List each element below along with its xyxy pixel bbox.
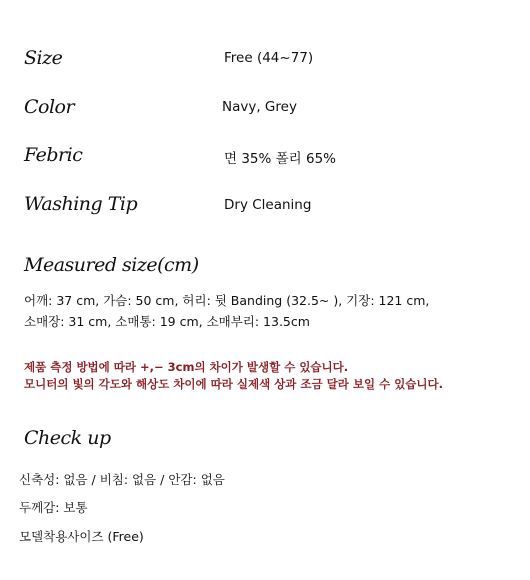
fabric-label: Febric	[24, 144, 83, 166]
measured-size-heading: Measured size(cm)	[24, 254, 199, 276]
measured-size-line-1: 어깨: 37 cm, 가슴: 50 cm, 허리: 뒷 Banding (32.5~ ), 기장: 121 cm,	[24, 293, 430, 308]
washing-tip-value: Dry Cleaning	[224, 197, 312, 213]
color-label: Color	[24, 96, 75, 118]
washing-tip-label: Washing Tip	[24, 193, 138, 215]
check-up-line-1: 신축성: 없음 / 비침: 없음 / 안감: 없음	[19, 472, 225, 487]
color-value: Navy, Grey	[222, 99, 297, 115]
measured-size-line-2: 소매장: 31 cm, 소매통: 19 cm, 소매부리: 13.5cm	[24, 314, 310, 329]
fabric-value: 면 35% 폴리 65%	[224, 151, 337, 167]
check-up-line-3: 모델착용사이즈 (Free)	[19, 529, 144, 544]
size-value: Free (44~77)	[224, 50, 314, 66]
check-up-heading: Check up	[24, 427, 111, 449]
check-up-line-2: 두께감: 보통	[19, 500, 88, 515]
size-label: Size	[24, 47, 63, 69]
notice-line-1: 제품 측정 방법에 따라 +,− 3cm의 차이가 발생할 수 있습니다.	[24, 360, 349, 374]
notice-line-2: 모니터의 빛의 각도와 해상도 차이에 따라 실제색 상과 조금 달라 보일 수 있습니다.	[24, 377, 444, 391]
